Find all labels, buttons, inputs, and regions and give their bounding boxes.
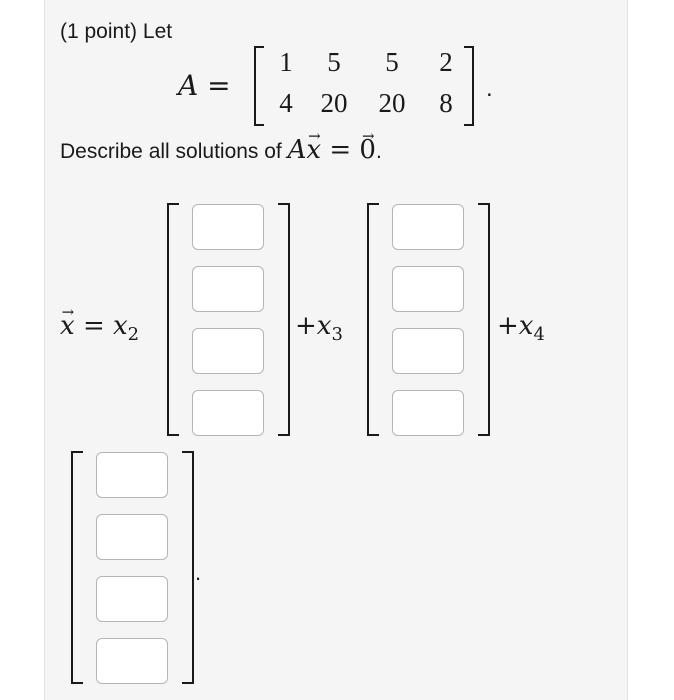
vector3-entry-3[interactable] — [96, 576, 168, 622]
let-label: Let — [142, 20, 173, 43]
matrix-period: . — [486, 75, 493, 102]
vector2-entry-4[interactable] — [392, 390, 464, 436]
plus-sign: + — [295, 311, 317, 341]
vector3-entry-2[interactable] — [96, 514, 168, 560]
points-label: (1 point) — [60, 20, 138, 43]
matrix-row-1 — [264, 47, 464, 79]
matrix-cell: 1 — [279, 47, 293, 77]
matrix-cell: 4 — [279, 88, 293, 118]
matrix-cell: 5 — [385, 47, 399, 77]
vector1-left-bracket — [167, 203, 179, 436]
vector3-entry-1[interactable] — [96, 452, 168, 498]
vector2-left-bracket — [367, 203, 379, 436]
vector2-entry-1[interactable] — [392, 204, 464, 250]
prompt-text: Describe all solutions of — [60, 140, 282, 163]
x3-symbol: x — [316, 311, 332, 341]
vector1-entry-2[interactable] — [192, 266, 264, 312]
vector1-right-bracket — [278, 203, 290, 436]
prompt-period: . — [375, 140, 382, 163]
vector1-entry-3[interactable] — [192, 328, 264, 374]
matrix-left-bracket — [254, 46, 264, 126]
x3-subscript: 3 — [331, 324, 343, 345]
matrix-name: A — [178, 69, 199, 102]
matrix-cell: 20 — [320, 88, 348, 118]
x2-subscript: 2 — [127, 324, 140, 345]
x4-term — [497, 311, 545, 344]
vector3-entry-4[interactable] — [96, 638, 168, 684]
matrix-cell: 2 — [439, 47, 453, 77]
matrix-cell: 8 — [439, 88, 453, 118]
vector3-left-bracket — [71, 451, 83, 684]
matrix-lhs — [178, 70, 231, 102]
vector1-entry-1[interactable] — [192, 204, 264, 250]
x4-subscript: 4 — [533, 324, 545, 345]
vector1-entry-4[interactable] — [192, 390, 264, 436]
vector2-right-bracket — [478, 203, 490, 436]
x2-symbol: x — [113, 311, 128, 341]
x-vector-symbol: → x — [60, 311, 75, 341]
solution-lhs — [60, 311, 139, 344]
prompt-equation — [288, 135, 376, 165]
vector2-entry-2[interactable] — [392, 266, 464, 312]
solution-period: . — [195, 560, 202, 585]
matrix-row-2 — [264, 88, 464, 120]
prompt-line — [60, 137, 382, 165]
solution-equals: = — [82, 311, 105, 341]
matrix-right-bracket — [464, 46, 474, 126]
eq-x-vector: → x — [306, 137, 321, 163]
x3-term — [295, 311, 343, 344]
eq-zero-vector: → 0 — [359, 137, 376, 163]
matrix-cell: 20 — [378, 88, 406, 118]
eq-equals: = — [329, 135, 352, 165]
x4-symbol: x — [518, 311, 534, 341]
vector3-right-bracket — [182, 451, 194, 684]
eq-a: A — [287, 135, 307, 165]
matrix-equals: = — [207, 69, 231, 102]
matrix-cell: 5 — [327, 47, 341, 77]
problem-header — [60, 19, 172, 45]
vector2-entry-3[interactable] — [392, 328, 464, 374]
plus-sign: + — [497, 311, 519, 341]
